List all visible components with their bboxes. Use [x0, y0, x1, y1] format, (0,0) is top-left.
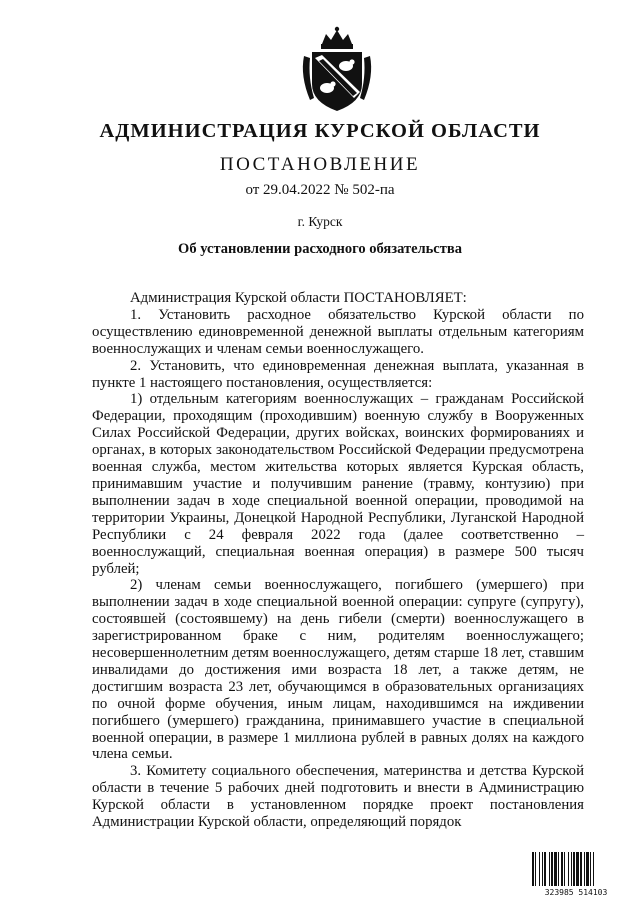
paragraph-item-2: 2. Установить, что единовременная денежная выплата, указанная в пункте 1 настоящего постановления, осуществляется:: [92, 357, 584, 391]
document-date-number: от 29.04.2022 № 502-па: [245, 182, 395, 198]
document-type: ПОСТАНОВЛЕНИЕ: [219, 154, 421, 175]
organization-title: АДМИНИСТРАЦИЯ КУРСКОЙ ОБЛАСТИ: [99, 120, 541, 142]
document-subject: Об установлении расходного обязательства: [178, 241, 462, 257]
barcode: [530, 852, 622, 898]
kursk-coat-of-arms-icon: [300, 26, 374, 114]
decree-body: [92, 290, 584, 831]
paragraph-item-2-1: 1) отдельным категориям военнослужащих – гражданам Российской Федерации, проходящим (проходившим) военную службу в Вооруженных Силах Российской Федерации, других войсках, воинских формированиях и органах, в которых законодательством Российской Федерации предусмотрена военная служба, местом жительства которых является Курская область, принимавшим участие и получившим ранение (травму, контузию) при выполнении задач в ходе специальной военной операции, проводимой на территории Украины, Донецкой Народной Республики, Луганской Народной Республики с 24 февраля 2022 года (далее соответственно – военнослужащий, специальная военная операция) в размере 500 тысяч рублей;: [92, 391, 584, 577]
paragraph-preamble: Администрация Курской области ПОСТАНОВЛЯЕТ:: [130, 290, 467, 306]
barcode-bars: [531, 852, 621, 886]
barcode-number: 323985 514103: [544, 888, 608, 897]
paragraph-item-2-2: 2) членам семьи военнослужащего, погибшего (умершего) при выполнении задач в ходе специальной военной операции: супруге (супругу), состоявшей (состоявшему) на день гибели (смерти) военнослужащего в зарегистрированном браке с ним, родителям военнослужащего; несовершеннолетним детям военнослужащего, детям старше 18 лет, ставшим инвалидами до достижения ими возраста 18 лет, а также детям, не достигшим возраста 23 лет, обучающимся в образовательных организациях по очной форме обучения, иным лицам, находившимся на иждивении погибшего (умершего) гражданина, принимавшего участие в специальной военной операции, в размере 1 миллиона рублей в равных долях на каждого члена семьи.: [92, 577, 584, 763]
document-city: г. Курск: [297, 214, 343, 229]
paragraph-item-1: 1. Установить расходное обязательство Курской области по осуществлению единовременной денежной выплаты отдельным категориям военнослужащих и членам семьи военнослужащего.: [92, 306, 584, 357]
paragraph-item-3: 3. Комитету социального обеспечения, материнства и детства Курской области в течение 5 рабочих дней подготовить и внести в Администрацию Курской области в установленном порядке проект постановления Администрации Курской области, определяющий порядок: [92, 763, 584, 831]
